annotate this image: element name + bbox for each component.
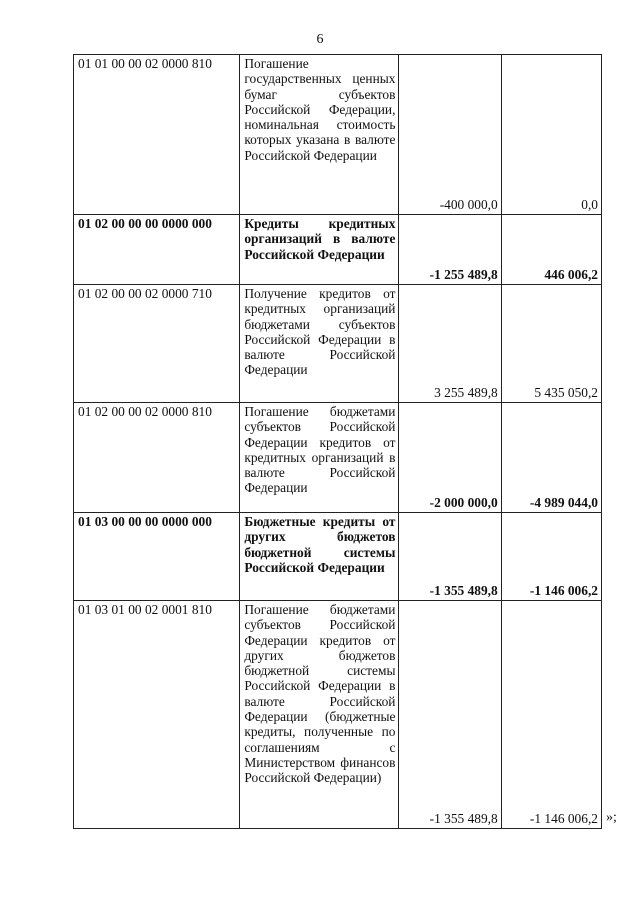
amount-value-1: -400 000,0: [399, 55, 501, 215]
amount-value-1: -1 355 489,8: [399, 601, 501, 829]
page-number: 6: [316, 32, 324, 47]
budget-classification-code: 01 03 00 00 00 0000 000: [74, 513, 240, 601]
table-row: [74, 403, 602, 513]
table-row: [74, 513, 602, 601]
amount-value-1: 3 255 489,8: [399, 285, 501, 403]
budget-classification-code: 01 01 00 00 02 0000 810: [74, 55, 240, 215]
table-row: [74, 285, 602, 403]
amount-value-2: 446 006,2: [501, 215, 601, 285]
source-name: Погашение бюджетами субъектов Российской Федерации кредитов от кредитных организаций в валюте Российской Федерации: [240, 403, 399, 513]
amount-value-2: 0,0: [501, 55, 601, 215]
budget-classification-code: 01 02 00 00 02 0000 710: [74, 285, 240, 403]
source-name: Получение кредитов от кредитных организаций бюджетами субъектов Российской Федерации в валюте Российской Федерации: [240, 285, 399, 403]
amount-value-2: -1 146 006,2: [501, 513, 601, 601]
table-row: [74, 601, 602, 829]
table-row: [74, 215, 602, 285]
budget-classification-code: 01 03 01 00 02 0001 810: [74, 601, 240, 829]
budget-classification-code: 01 02 00 00 02 0000 810: [74, 403, 240, 513]
amount-value-2: -1 146 006,2: [501, 601, 601, 829]
table-row: [74, 55, 602, 215]
source-name: Кредиты кредитных организаций в валюте Российской Федерации: [240, 215, 399, 285]
closing-quote-mark: »;: [606, 810, 617, 825]
amount-value-2: 5 435 050,2: [501, 285, 601, 403]
amount-value-1: -1 355 489,8: [399, 513, 501, 601]
amount-value-1: -2 000 000,0: [399, 403, 501, 513]
source-name: Погашение бюджетами субъектов Российской Федерации кредитов от других бюджетов бюджетной системы Российской Федерации в валюте Российской Федерации (бюджетные кредиты, полученные по соглашениям с Министерством финансов Российской Федерации): [240, 601, 399, 829]
source-name: Бюджетные кредиты от других бюджетов бюджетной системы Российской Федерации: [240, 513, 399, 601]
amount-value-2: -4 989 044,0: [501, 403, 601, 513]
source-name: Погашение государственных ценных бумаг субъектов Российской Федерации, номинальная стоимость которых указана в валюте Российской Федерации: [240, 55, 399, 215]
budget-classification-code: 01 02 00 00 00 0000 000: [74, 215, 240, 285]
table-body: [74, 55, 602, 829]
budget-sources-table: [73, 54, 602, 829]
amount-value-1: -1 255 489,8: [399, 215, 501, 285]
